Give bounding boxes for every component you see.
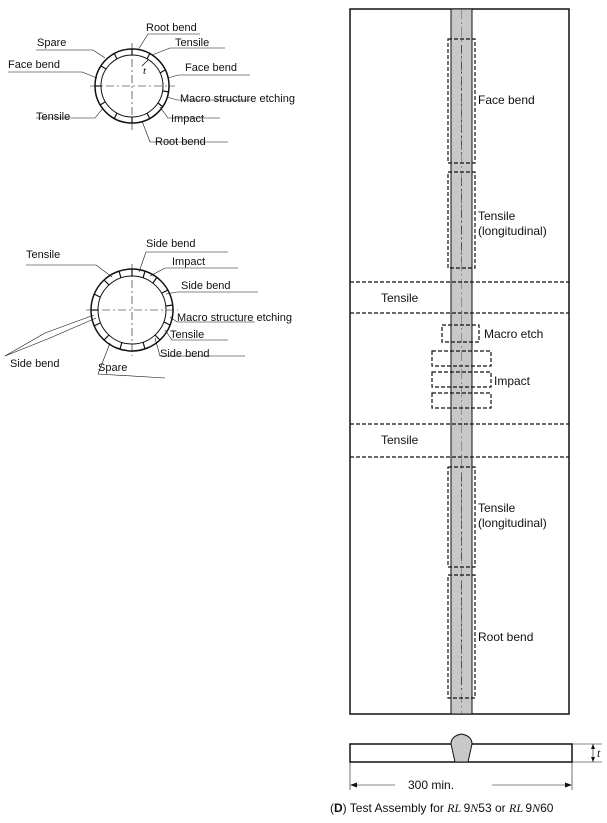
pipe-a-label-face-bend-right: Face bend <box>185 62 237 74</box>
pipe-b-label-side-bend-bottom: Side bend <box>160 348 210 360</box>
plate-label-tensile-long-1b: (longitudinal) <box>478 224 547 238</box>
pipe-b-label-tensile-left: Tensile <box>26 249 61 261</box>
caption-grade2-val: 60 <box>540 801 554 815</box>
caption-grade2-num: 9 <box>525 801 533 815</box>
pipe-b-label-tensile-right: Tensile <box>170 329 205 341</box>
pipe-a-label-impact: Impact <box>171 113 205 125</box>
pipe-a-label-thickness: t <box>143 65 147 77</box>
pipe-a-leaders <box>8 34 250 142</box>
caption-middle: or <box>491 801 509 815</box>
pipe-b-labels <box>10 238 292 374</box>
pipe-a-label-tensile-bottom: Tensile <box>36 111 71 123</box>
pipe-b-label-impact: Impact <box>172 256 206 268</box>
pipe-a-labels <box>8 22 295 148</box>
pipe-b-label-side-bend-right: Side bend <box>181 280 231 292</box>
pipe-b-label-side-bend-left: Side bend <box>10 358 60 370</box>
cross-section-weld <box>451 734 472 762</box>
pipe-b-label-side-bend-top: Side bend <box>146 238 196 250</box>
plate-label-tensile-long-2a: Tensile <box>478 501 516 515</box>
pipe-section-a <box>8 34 250 142</box>
plate-assembly <box>350 9 569 714</box>
plate-label-tensile-long-1a: Tensile <box>478 209 516 223</box>
pipe-a-label-spare: Spare <box>37 37 67 49</box>
caption-grade1-val: 53 <box>478 801 492 815</box>
pipe-a-label-root-bend-bottom: Root bend <box>155 136 206 148</box>
caption-grade2-n: N <box>532 801 541 815</box>
plate-label-tensile-trans-1: Tensile <box>381 291 419 305</box>
pipe-a-label-root-bend-top: Root bend <box>146 22 197 34</box>
plate-label-macro-etch: Macro etch <box>484 327 544 341</box>
plate-label-root-bend: Root bend <box>478 630 534 644</box>
plate-label-tensile-trans-2: Tensile <box>381 433 419 447</box>
pipe-b-label-spare: Spare <box>98 362 128 374</box>
caption-text-before: ) Test Assembly for <box>342 801 448 815</box>
caption-grade1: RL <box>447 801 462 815</box>
caption-grade2: RL <box>508 801 523 815</box>
pipe-a-label-tensile-top: Tensile <box>175 37 210 49</box>
plate-label-impact: Impact <box>494 374 531 388</box>
width-dimension: 300 min. <box>408 778 455 792</box>
plate-label-face-bend: Face bend <box>478 93 535 107</box>
plate-cross-section <box>350 734 602 790</box>
figure-caption: (D) Test Assembly for RL 9N53 or RL 9N60 <box>330 801 554 815</box>
pipe-a-label-macro: Macro structure etching <box>180 93 295 105</box>
caption-letter: D <box>334 801 343 815</box>
thickness-dimension: t <box>597 746 601 760</box>
pipe-b-label-macro: Macro structure etching <box>177 312 292 324</box>
plate-label-tensile-long-2b: (longitudinal) <box>478 516 547 530</box>
pipe-a-label-face-bend-left: Face bend <box>8 59 60 71</box>
caption-grade1-num: 9 <box>463 801 471 815</box>
caption-grade1-n: N <box>470 801 479 815</box>
